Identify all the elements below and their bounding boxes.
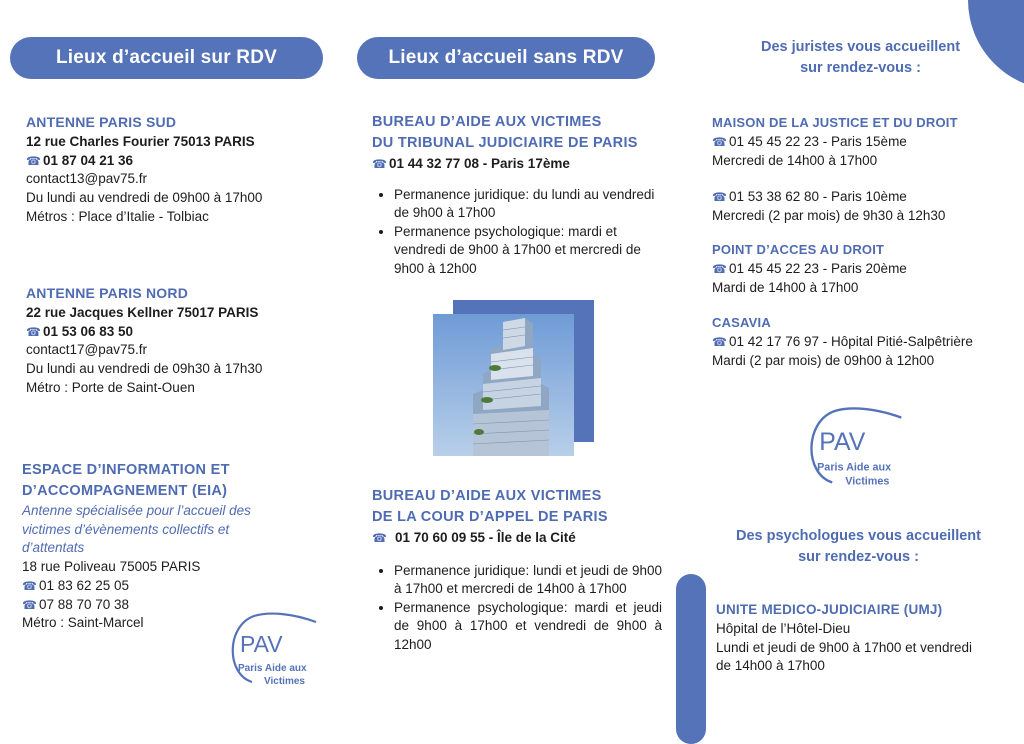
juristes-heading-2: sur rendez-vous :: [800, 60, 921, 76]
umj-title: UNITE MEDICO-JUDICIAIRE (UMJ): [716, 602, 943, 617]
list-item: • Permanence juridique: du lundi au vendredi de 9h00 à 17h00: [394, 186, 662, 223]
pad-hours: Mardi de 14h00 à 17h00: [712, 279, 859, 295]
eia-desc-3: d’attentats: [22, 540, 85, 556]
umj-place: Hôpital de l’Hôtel-Dieu: [716, 621, 851, 636]
bav-tj-phone: 01 44 32 77 08 - Paris 17ème: [388, 156, 570, 171]
bav-tribunal: [372, 112, 662, 278]
eia-phone-1: 01 83 62 25 05: [38, 577, 130, 593]
point-acces-droit: [712, 239, 907, 297]
mjd-phone-1: 01 45 45 22 23 - Paris 15ème: [728, 134, 907, 149]
mjd: [712, 112, 958, 226]
pill-rdv: [10, 37, 323, 79]
mjd-title: MAISON DE LA JUSTICE ET DU DROIT: [712, 115, 958, 130]
antenne-sud-address: 12 rue Charles Fourier 75013 PARIS: [26, 134, 255, 149]
logo-mark: PAV: [819, 429, 866, 456]
antenne-nord-metro: Métro : Porte de Saint-Ouen: [26, 379, 195, 395]
phone-icon: ☎: [22, 578, 37, 593]
antenne-nord-email: contact17@pav75.fr: [26, 342, 148, 358]
eia-title-1: ESPACE D’INFORMATION ET: [22, 462, 230, 478]
list-item: • Permanence juridique: lundi et jeudi de 9h00 à 17h00 et mercredi de 14h00 à 17h00: [394, 562, 662, 599]
casavia-title: CASAVIA: [712, 315, 771, 330]
antenne-nord-phone: 01 53 06 83 50: [42, 323, 134, 339]
pav-logo: [802, 402, 910, 498]
eia-address: 18 rue Poliveau 75005 PARIS: [22, 559, 201, 575]
umj: [716, 599, 972, 676]
tribunal-image: [433, 314, 574, 456]
phone-icon: ☎: [26, 153, 41, 168]
bav-tj-title-1: BUREAU D’AIDE AUX VICTIMES: [372, 114, 602, 130]
pad-phone: 01 45 45 22 23 - Paris 20ème: [728, 261, 907, 276]
bav-tj-list: [372, 186, 662, 279]
antenne-sud-email: contact13@pav75.fr: [26, 171, 148, 187]
pav-logo: [224, 608, 324, 696]
list-item: • Permanence psychologique: mardi et vendredi de 9h00 à 17h00 et mercredi de 9h00 à 12h00: [394, 223, 662, 279]
pill-sans-rdv: [357, 37, 655, 79]
logo-swoosh-icon: [802, 402, 910, 498]
eia: [22, 460, 251, 633]
mjd-hours-1: Mercredi de 14h00 à 17h00: [712, 152, 878, 168]
bav-tj-title-2: DU TRIBUNAL JUDICIAIRE DE PARIS: [372, 135, 638, 151]
phone-icon: ☎: [712, 335, 727, 349]
antenne-sud: [26, 112, 262, 227]
pad-title: POINT D’ACCES AU DROIT: [712, 242, 885, 257]
pill-sans-rdv-label: Lieux d’accueil sans RDV: [388, 47, 624, 68]
logo-mark: PAV: [240, 631, 283, 657]
phone-icon: ☎: [372, 531, 387, 545]
bav-ca-phone: 01 70 60 09 55 - Île de la Cité: [394, 530, 576, 545]
antenne-nord-hours: Du lundi au vendredi de 09h30 à 17h30: [26, 361, 263, 377]
logo-line1: Paris Aide aux: [238, 663, 307, 674]
antenne-nord-title: ANTENNE PARIS NORD: [26, 285, 189, 301]
side-bar-decoration: [676, 574, 706, 744]
mjd-phone-2: 01 53 38 62 80 - Paris 10ème: [728, 189, 907, 205]
logo-line1: Paris Aide aux: [817, 461, 892, 474]
logo-swoosh-icon: [224, 608, 324, 696]
psychologues-heading-2: sur rendez-vous :: [798, 549, 919, 565]
phone-icon: ☎: [712, 262, 727, 276]
eia-desc-2: victimes d’évènements collectifs et: [22, 521, 230, 537]
antenne-sud-metro: Métros : Place d’Italie - Tolbiac: [26, 208, 209, 224]
phone-icon: ☎: [712, 135, 727, 149]
mjd-hours-2: Mercredi (2 par mois) de 9h30 à 12h30: [712, 208, 946, 224]
phone-icon: ☎: [22, 597, 37, 612]
casavia: [712, 312, 973, 370]
eia-metro: Métro : Saint-Marcel: [22, 615, 144, 631]
bav-cour-appel: [372, 486, 662, 654]
antenne-sud-hours: Du lundi au vendredi de 09h00 à 17h00: [26, 190, 263, 206]
antenne-sud-title: ANTENNE PARIS SUD: [26, 114, 177, 130]
phone-icon: ☎: [372, 157, 387, 171]
eia-desc-1: Antenne spécialisée pour l’accueil des: [22, 503, 251, 518]
juristes-heading: [708, 37, 1013, 79]
umj-hours-1: Lundi et jeudi de 9h00 à 17h00 et vendredi: [716, 639, 972, 655]
antenne-nord: [26, 283, 262, 398]
umj-hours-2: de 14h00 à 17h00: [716, 658, 825, 674]
phone-icon: ☎: [26, 324, 41, 339]
eia-phone-2: 07 88 70 70 38: [38, 596, 130, 612]
juristes-heading-1: Des juristes vous accueillent: [760, 39, 961, 55]
psychologues-heading-1: Des psychologues vous accueillent: [736, 528, 981, 544]
pill-rdv-label: Lieux d’accueil sur RDV: [55, 47, 278, 68]
bav-ca-title-2: DE LA COUR D’APPEL DE PARIS: [372, 509, 608, 525]
bav-ca-list: [372, 562, 662, 655]
list-item: • Permanence psychologique: mardi et jeudi de 9h00 à 17h00 et vendredi de 9h00 à 12h00: [394, 599, 662, 655]
logo-line2: Victimes: [264, 676, 305, 687]
eia-title-2: D’ACCOMPAGNEMENT (EIA): [22, 483, 228, 499]
bav-ca-title-1: BUREAU D’AIDE AUX VICTIMES: [372, 488, 602, 504]
psychologues-heading: [706, 526, 1011, 568]
antenne-sud-phone: 01 87 04 21 36: [42, 152, 134, 168]
phone-icon: ☎: [712, 190, 727, 205]
antenne-nord-address: 22 rue Jacques Kellner 75017 PARIS: [26, 305, 259, 320]
logo-line2: Victimes: [845, 475, 890, 488]
casavia-hours: Mardi (2 par mois) de 09h00 à 12h00: [712, 352, 935, 368]
casavia-phone: 01 42 17 76 97 - Hôpital Pitié-Salpêtrière: [728, 334, 973, 349]
